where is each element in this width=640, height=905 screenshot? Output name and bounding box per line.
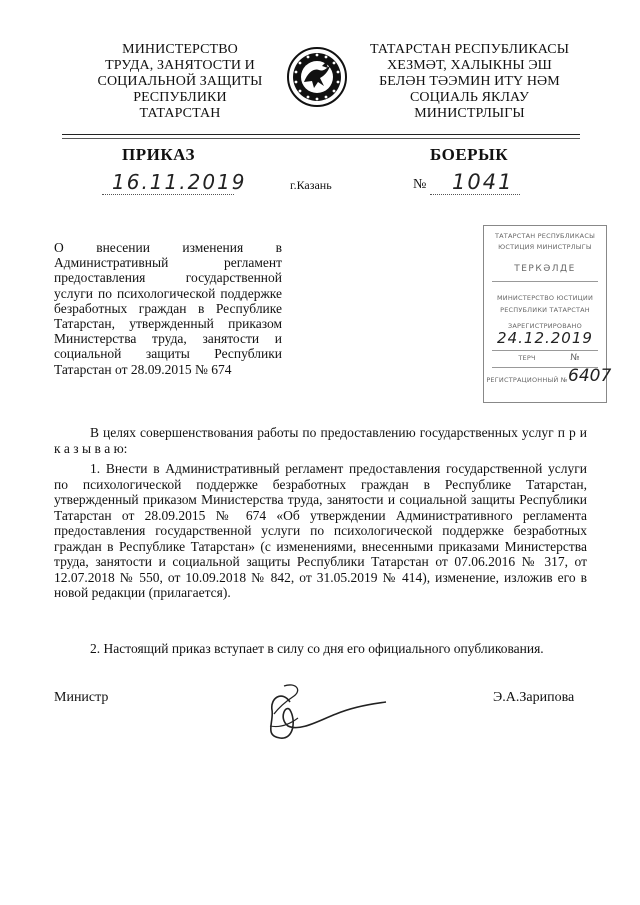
item-2-paragraph: 2. Настоящий приказ вступает в силу со дня его официального опубликования. bbox=[90, 641, 544, 656]
order-subject: О внесении изменения в Административный регламент предоставления государственной услуги по психологической поддержке безработных граждан в Республике Татарстан, утвержденный приказом Министерства труда, занятости и социальной защиты Республики Татарстан от 28.09.2015 № 674 bbox=[54, 240, 282, 377]
doc-type-right: БОЕРЫК bbox=[430, 145, 509, 164]
preamble-paragraph: В целях совершенствования работы по предоставлению государственных услуг п р и к а з ы в а ю: bbox=[54, 425, 587, 456]
stamp-line: ЗАРЕГИСТРИРОВАНО bbox=[508, 322, 582, 330]
header-left-line: ТАТАРСТАН bbox=[139, 106, 221, 121]
signature-position: Министр bbox=[54, 690, 109, 705]
tatarstan-coat-of-arms-icon bbox=[286, 46, 348, 108]
header-left-line: РЕСПУБЛИКИ bbox=[133, 90, 227, 105]
doc-type-left: ПРИКАЗ bbox=[122, 145, 195, 164]
stamp-line: РЕСПУБЛИКИ ТАТАРСТАН bbox=[500, 306, 590, 314]
stamp-reg-number: 6407 bbox=[568, 366, 612, 386]
header-left-line: ТРУДА, ЗАНЯТОСТИ И bbox=[105, 58, 255, 73]
stamp-reg-date: 24.12.2019 bbox=[497, 329, 593, 347]
header-right-line: ХЕЗМӘТ, ХАЛЫКНЫ ЭШ bbox=[387, 58, 552, 73]
order-date: 16.11.2019 bbox=[112, 170, 247, 194]
header-right-line: БЕЛӘН ТӘЭМИН ИТҮ HӘМ bbox=[379, 74, 560, 89]
item-1-paragraph: 1. Внести в Административный регламент предоставления государственной услуги по психологической поддержке безработных граждан в Республике Татарстан, утвержденный приказом Министерства труда, занятости и социальной защиты Республики Татарстан от 28.09.2015 № 674 «Об утверждении Административного регламента предоставления государственной услуги по психологической поддержке безработных граждан в Республике Татарстан» (с изменениями, внесенными приказами Министерства труда, занятости и социальной защиты Республики Татарстан от 07.06.2016 № 317, от 12.07.2018 № 550, от 10.09.2018 № 842, от 31.05.2019 № 414), изменение, изложив его в новой редакции (прилагается). bbox=[54, 461, 587, 600]
handwritten-signature bbox=[250, 680, 390, 746]
registration-stamp bbox=[483, 225, 612, 403]
stamp-line: ЮСТИЦИЯ МИНИСТРЛЫГЫ bbox=[498, 243, 592, 251]
header-right-block bbox=[362, 42, 577, 122]
order-city: г.Казань bbox=[290, 178, 332, 192]
header-left-line: МИНИСТЕРСТВО bbox=[122, 42, 238, 57]
order-number-underline bbox=[430, 194, 520, 195]
header-rule-thin bbox=[62, 138, 580, 139]
stamp-line: ТАТАРСТАН РЕСПУБЛИКАСЫ bbox=[494, 232, 596, 240]
signature-name: Э.А.Зарипова bbox=[493, 690, 575, 705]
order-number-label: № bbox=[413, 177, 427, 192]
order-date-underline bbox=[102, 194, 234, 195]
header-right-line: МИНИСТРЛЫГЫ bbox=[414, 106, 525, 121]
stamp-number-label: № bbox=[570, 353, 580, 363]
stamp-title: ТЕРКӘЛДЕ bbox=[514, 264, 576, 274]
header-rule-thick bbox=[62, 134, 580, 135]
header-right-line: ТАТАРСТАН РЕСПУБЛИКАСЫ bbox=[369, 42, 570, 57]
stamp-line: ТЕРЧ bbox=[518, 354, 536, 362]
stamp-line: РЕГИСТРАЦИОННЫЙ № bbox=[486, 376, 568, 384]
header-left-block bbox=[90, 42, 270, 122]
stamp-line: МИНИСТЕРСТВО ЮСТИЦИИ bbox=[496, 294, 594, 302]
header-right-line: СОЦИАЛЬ ЯКЛАУ bbox=[409, 90, 530, 105]
order-number: 1041 bbox=[452, 170, 514, 194]
header-left-line: СОЦИАЛЬНОЙ ЗАЩИТЫ bbox=[97, 74, 263, 89]
